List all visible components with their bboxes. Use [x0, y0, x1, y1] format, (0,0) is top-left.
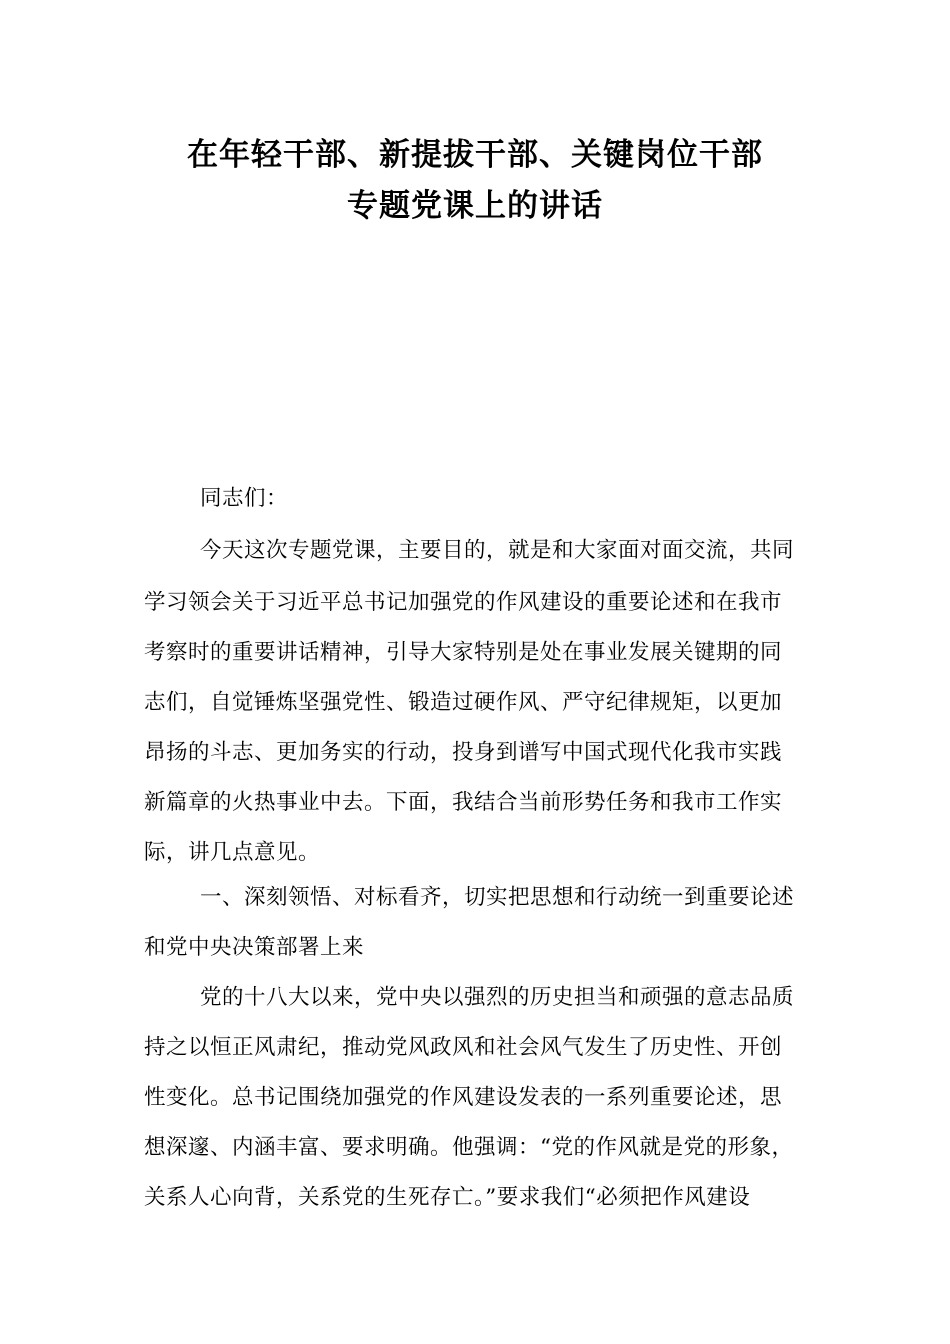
paragraph-line: 志们，自觉锤炼坚强党性、锻造过硬作风、严守纪律规矩，以更加	[144, 690, 783, 715]
paragraph-line: 今天这次专题党课，主要目的，就是和大家面对面交流，共同	[200, 538, 795, 563]
salutation: 同志们：	[200, 486, 289, 511]
paragraph-line: 新篇章的火热事业中去。下面，我结合当前形势任务和我市工作实	[144, 790, 783, 815]
paragraph-line: 性变化。总书记围绕加强党的作风建设发表的一系列重要论述，思	[144, 1085, 783, 1110]
paragraph-line: 学习领会关于习近平总书记加强党的作风建设的重要论述和在我市	[144, 590, 783, 615]
paragraph-line: 持之以恒正风肃纪，推动党风政风和社会风气发生了历史性、开创	[144, 1035, 783, 1060]
paragraph-line: 昂扬的斗志、更加务实的行动，投身到谱写中国式现代化我市实践	[144, 740, 783, 765]
paragraph-line: 想深邃、内涵丰富、要求明确。他强调：“党的作风就是党的形象，	[144, 1135, 794, 1160]
paragraph-line: 际，讲几点意见。	[144, 840, 321, 865]
paragraph-line: 党的十八大以来，党中央以强烈的历史担当和顽强的意志品质	[200, 985, 795, 1010]
section-heading-line: 和党中央决策部署上来	[144, 935, 365, 960]
section-heading-line: 一、深刻领悟、对标看齐，切实把思想和行动统一到重要论述	[200, 885, 795, 910]
document-title-line-1: 在年轻干部、新提拔干部、关键岗位干部	[187, 137, 763, 173]
paragraph-line: 考察时的重要讲话精神，引导大家特别是处在事业发展关键期的同	[144, 640, 783, 665]
paragraph-line: 关系人心向背，关系党的生死存亡。”要求我们“必须把作风建设	[144, 1185, 751, 1210]
document-title-line-2: 专题党课上的讲话	[347, 188, 603, 224]
